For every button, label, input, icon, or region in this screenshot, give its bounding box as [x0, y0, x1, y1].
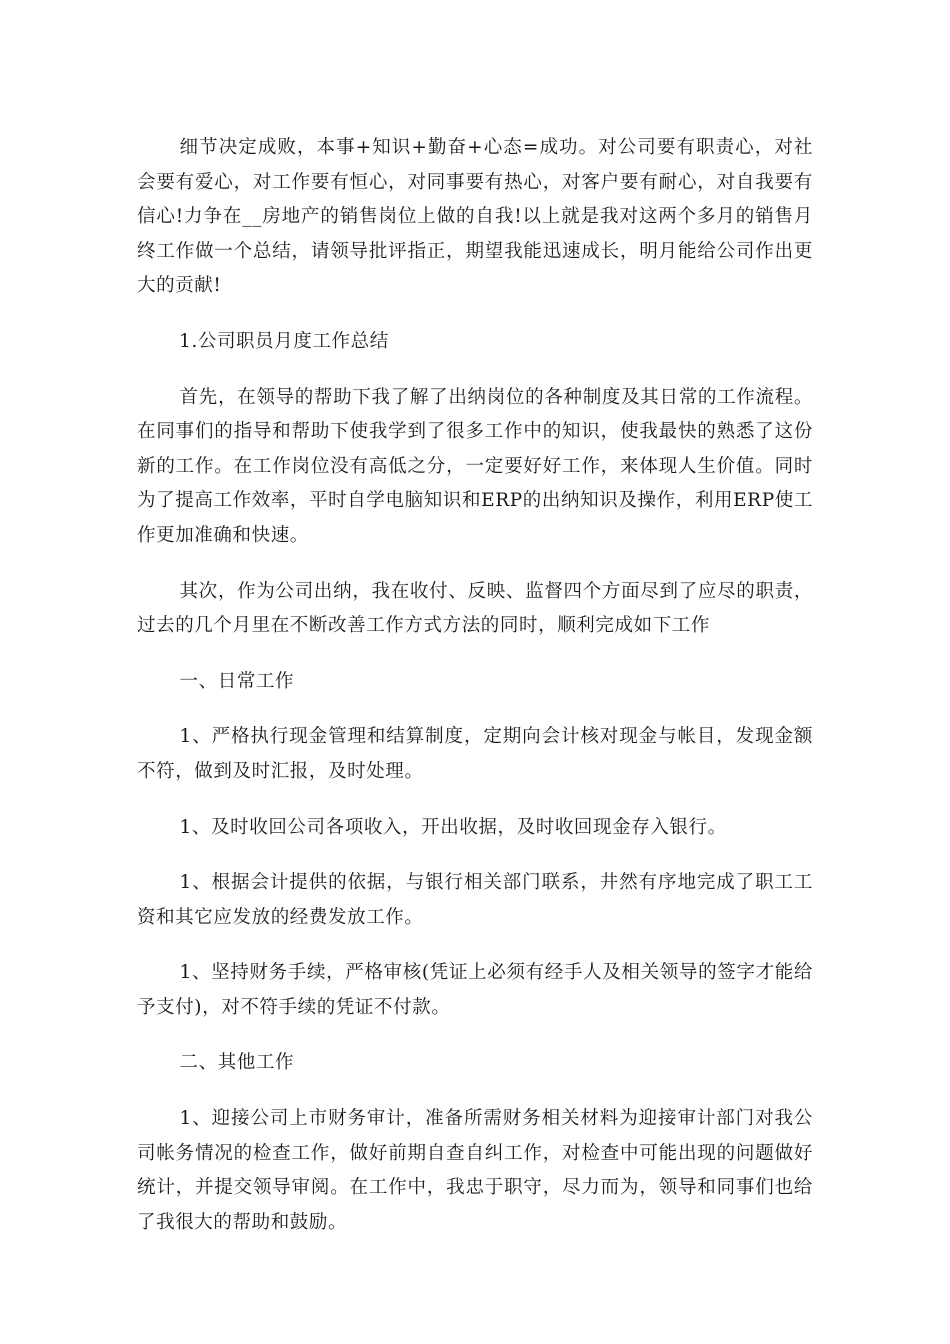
paragraph-second: 其次，作为公司出纳，我在收付、反映、监督四个方面尽到了应尽的职责，过去的几个月里在不断改善工作方式方法的同时，顺利完成如下工作 [137, 580, 813, 637]
subheading-daily-work: 一、日常工作 [179, 670, 295, 692]
section-heading: 1.公司职员月度工作总结 [179, 330, 389, 352]
list-item-financial-procedures: 1、坚持财务手续，严格审核(凭证上必须有经手人及相关领导的签字才能给予支付)，对不符手续的凭证不付款。 [137, 962, 813, 1018]
paragraph-closing-summary: 细节决定成败，本事+知识+勤奋+心态=成功。对公司要有职责心，对社会要有爱心，对工作要有恒心，对同事要有热心，对客户要有耐心，对自我要有信心!力争在__房地产的销售岗位上做的自我!以上就是我对这两个多月的销售月终工作做一个总结，请领导批评指正，期望我能迅速成长，明月能给公司作出更大的贡献! [137, 137, 813, 297]
paragraph-first: 首先，在领导的帮助下我了解了出纳岗位的各种制度及其日常的工作流程。在同事们的指导和帮助下使我学到了很多工作中的知识，使我最快的熟悉了这份新的工作。在工作岗位没有高低之分，一定要好好工作，来体现人生价值。同时为了提高工作效率，平时自学电脑知识和ERP的出纳知识及操作，利用ERP使工作更加准确和快速。 [137, 386, 813, 546]
list-item-collect-income: 1、及时收回公司各项收入，开出收据，及时收回现金存入银行。 [179, 816, 727, 838]
document-body [137, 131, 813, 1261]
list-item-payroll: 1、根据会计提供的依据，与银行相关部门联系，井然有序地完成了职工工资和其它应发放的经费发放工作。 [137, 872, 813, 928]
list-item-cash-management: 1、严格执行现金管理和结算制度，定期向会计核对现金与帐目，发现金额不符，做到及时汇报，及时处理。 [137, 726, 813, 782]
list-item-audit: 1、迎接公司上市财务审计，准备所需财务相关材料为迎接审计部门对我公司帐务情况的检查工作，做好前期自查自纠工作，对检查中可能出现的问题做好统计，并提交领导审阅。在工作中，我忠于职守，尽力而为，领导和同事们也给了我很大的帮助和鼓励。 [137, 1108, 813, 1233]
subheading-other-work: 二、其他工作 [179, 1052, 295, 1074]
